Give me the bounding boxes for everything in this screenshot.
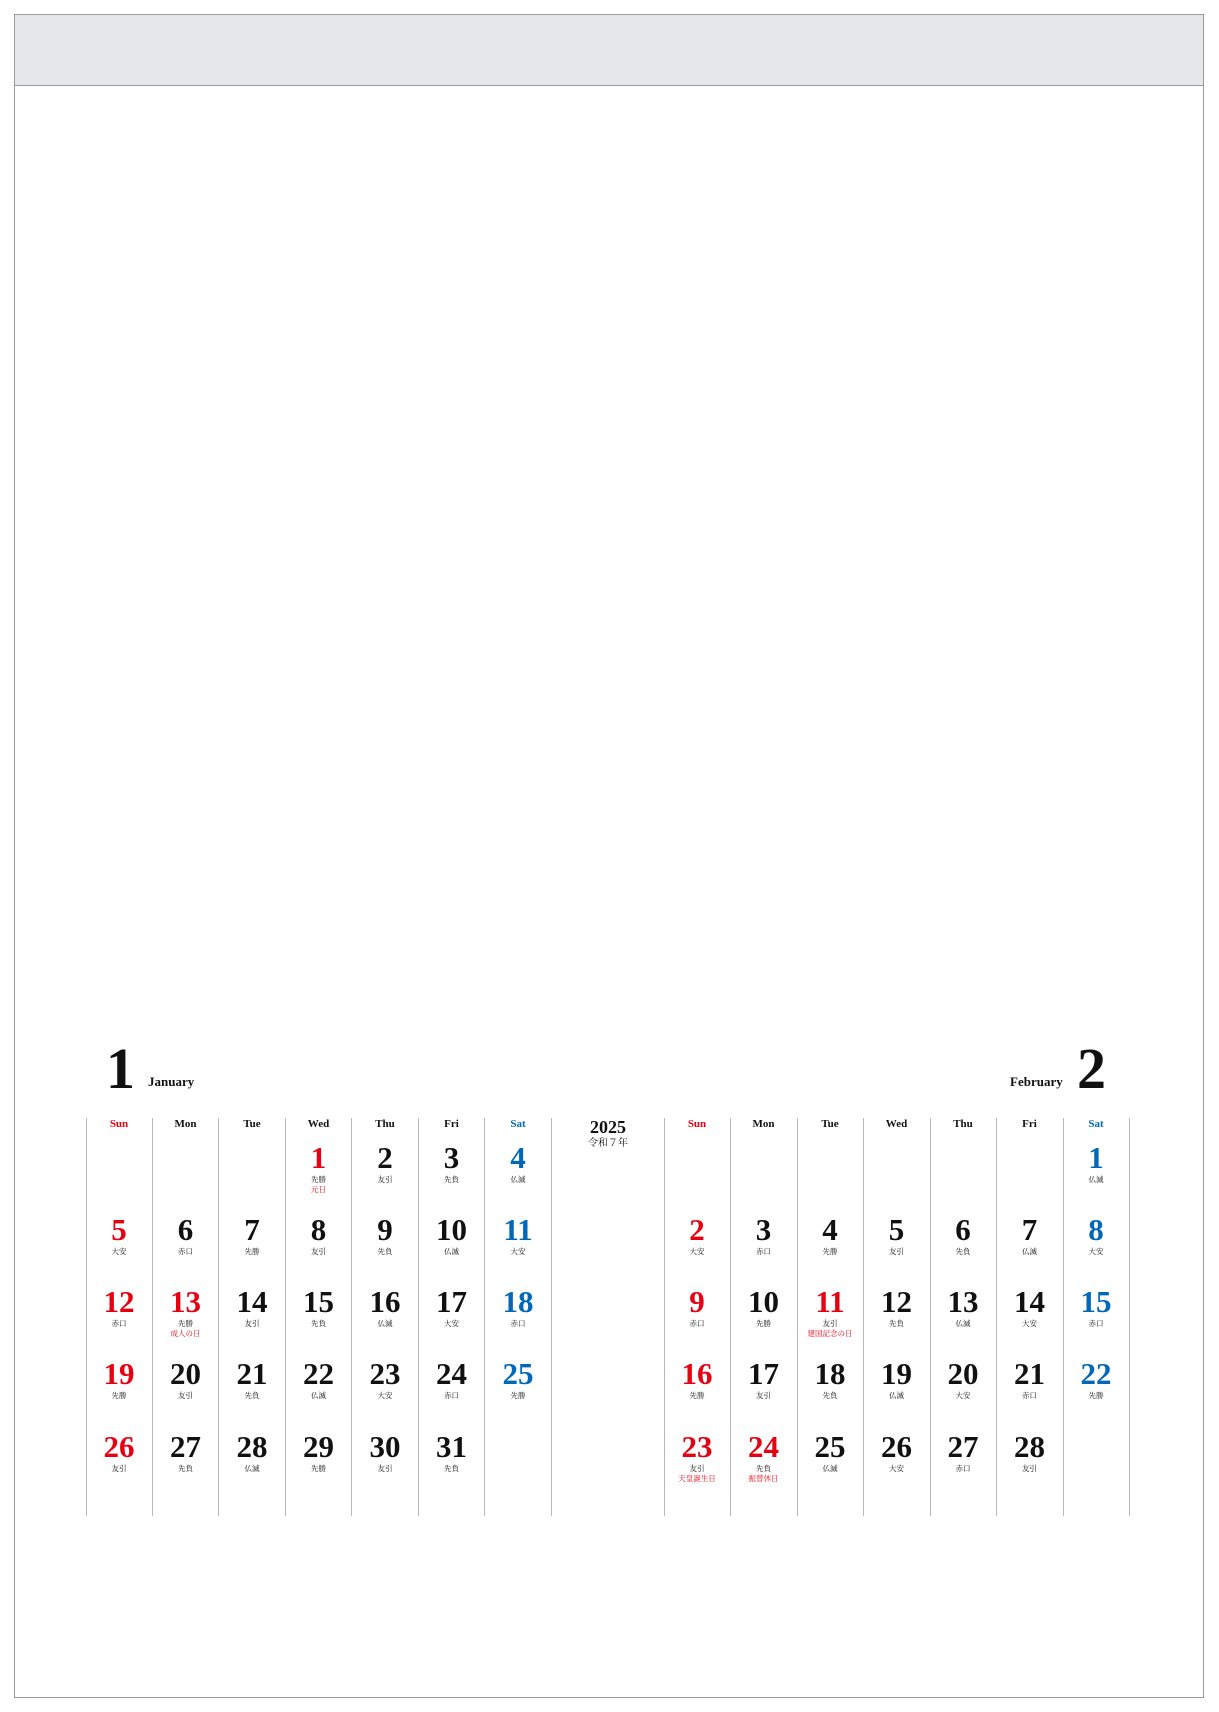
january-day-number: 26 [103, 1429, 135, 1464]
february-weekday-thu: Thu [953, 1118, 973, 1130]
january-day-number: 16 [369, 1284, 401, 1319]
february-rokuyo-label: 先負 [756, 1464, 771, 1473]
february-day-number: 9 [689, 1284, 705, 1319]
january-rokuyo-label: 仏滅 [444, 1247, 459, 1256]
february-day-cell [731, 1286, 797, 1329]
column-divider [86, 1118, 87, 1516]
february-day-cell [664, 1358, 730, 1401]
february-day-cell [731, 1358, 797, 1401]
january-day-cell [86, 1286, 152, 1329]
february-day-number: 25 [814, 1429, 846, 1464]
january-rokuyo-label: 友引 [377, 1175, 393, 1184]
january-day-cell [419, 1431, 485, 1474]
january-rokuyo-label: 先負 [377, 1247, 393, 1256]
february-day-cell [664, 1286, 730, 1329]
february-rokuyo-label: 先勝 [756, 1319, 771, 1328]
february-day-cell [1063, 1286, 1129, 1329]
february-day-cell [797, 1214, 863, 1257]
february-day-cell [1063, 1142, 1129, 1185]
january-rokuyo-label: 友引 [178, 1391, 193, 1400]
january-month-name: January [148, 1074, 195, 1089]
january-day-cell [219, 1358, 285, 1401]
year-japanese-era: 令和７年 [588, 1138, 628, 1149]
column-divider [218, 1118, 219, 1516]
february-rokuyo-label: 大安 [1022, 1319, 1037, 1328]
january-day-cell [485, 1142, 551, 1185]
january-day-number: 23 [369, 1356, 401, 1391]
january-day-number: 19 [103, 1356, 135, 1391]
february-day-cell [731, 1431, 797, 1484]
january-day-number: 30 [369, 1429, 401, 1464]
column-divider [285, 1118, 286, 1516]
january-day-number: 29 [303, 1429, 334, 1464]
january-rokuyo-label: 仏滅 [244, 1464, 260, 1473]
january-rokuyo-label: 大安 [510, 1247, 526, 1256]
february-day-number: 6 [955, 1212, 971, 1247]
january-rokuyo-label: 仏滅 [311, 1391, 326, 1400]
february-day-number: 22 [1080, 1356, 1112, 1391]
february-weekday-wed: Wed [885, 1118, 908, 1130]
january-day-cell [219, 1214, 285, 1257]
column-divider [730, 1118, 731, 1516]
february-day-number: 7 [1021, 1212, 1038, 1247]
february-month-number: 2 [1077, 1036, 1106, 1101]
february-day-number: 4 [822, 1212, 838, 1247]
february-day-cell [864, 1214, 930, 1257]
february-day-cell [731, 1214, 797, 1257]
february-rokuyo-label: 赤口 [756, 1247, 771, 1256]
january-day-cell [219, 1286, 285, 1329]
january-day-number: 20 [170, 1356, 201, 1391]
january-day-number: 1 [310, 1140, 327, 1175]
january-weekday-sat: Sat [510, 1118, 526, 1130]
february-rokuyo-label: 赤口 [1088, 1319, 1104, 1328]
january-day-number: 21 [236, 1356, 268, 1391]
january-day-number: 12 [103, 1284, 135, 1319]
january-rokuyo-label: 大安 [444, 1319, 459, 1328]
february-day-number: 5 [888, 1212, 905, 1247]
january-day-cell [86, 1358, 152, 1401]
february-day-cell [1063, 1214, 1129, 1257]
february-rokuyo-label: 仏滅 [955, 1319, 971, 1328]
january-rokuyo-label: 先勝 [178, 1319, 193, 1328]
january-rokuyo-label: 先負 [444, 1464, 459, 1473]
january-day-cell [352, 1286, 418, 1329]
february-month-name: February [1010, 1074, 1063, 1089]
january-day-cell [419, 1214, 485, 1257]
february-day-number: 27 [947, 1429, 979, 1464]
january-day-number: 2 [377, 1140, 393, 1175]
february-rokuyo-label: 友引 [822, 1319, 838, 1328]
january-day-cell [153, 1214, 219, 1257]
february-weekday-sat: Sat [1088, 1118, 1104, 1130]
february-day-number: 14 [1014, 1284, 1045, 1319]
february-rokuyo-label: 大安 [689, 1247, 705, 1256]
january-weekday-wed: Wed [307, 1118, 330, 1130]
february-rokuyo-label: 仏滅 [1022, 1247, 1037, 1256]
february-holiday-label: 振替休日 [748, 1473, 779, 1483]
january-day-number: 14 [236, 1284, 268, 1319]
february-rokuyo-label: 友引 [756, 1391, 771, 1400]
february-rokuyo-label: 友引 [689, 1464, 705, 1473]
february-rokuyo-label: 仏滅 [822, 1464, 838, 1473]
january-day-number: 22 [303, 1356, 334, 1391]
february-day-cell [1063, 1358, 1129, 1401]
february-day-cell [864, 1358, 930, 1401]
february-day-number: 15 [1080, 1284, 1112, 1319]
february-day-cell [997, 1431, 1063, 1474]
column-divider [484, 1118, 485, 1516]
january-day-cell [485, 1286, 551, 1329]
header-bar [15, 15, 1203, 86]
january-day-number: 8 [310, 1212, 327, 1247]
january-rokuyo-label: 大安 [111, 1247, 127, 1256]
year-label [552, 1118, 664, 1150]
january-day-cell [419, 1358, 485, 1401]
february-rokuyo-label: 仏滅 [889, 1391, 904, 1400]
january-day-cell [352, 1142, 418, 1185]
february-rokuyo-label: 赤口 [955, 1464, 971, 1473]
column-divider [152, 1118, 153, 1516]
february-weekday-tue: Tue [821, 1118, 839, 1130]
february-rokuyo-label: 大安 [955, 1391, 971, 1400]
february-day-number: 20 [947, 1356, 979, 1391]
january-rokuyo-label: 仏滅 [377, 1319, 393, 1328]
february-day-number: 28 [1014, 1429, 1045, 1464]
january-weekday-sun: Sun [109, 1118, 129, 1130]
february-day-cell [997, 1214, 1063, 1257]
february-day-number: 13 [947, 1284, 979, 1319]
january-weekday-tue: Tue [243, 1118, 261, 1130]
column-divider [351, 1118, 352, 1516]
january-rokuyo-label: 先勝 [510, 1391, 526, 1400]
column-divider [664, 1118, 665, 1516]
february-holiday-label: 建国記念の日 [807, 1328, 853, 1338]
column-divider [930, 1118, 931, 1516]
january-rokuyo-label: 赤口 [444, 1391, 459, 1400]
january-rokuyo-label: 友引 [244, 1319, 260, 1328]
january-day-cell [352, 1431, 418, 1474]
february-day-cell [664, 1431, 730, 1484]
january-day-cell [86, 1431, 152, 1474]
january-day-cell [419, 1286, 485, 1329]
february-day-number: 16 [681, 1356, 713, 1391]
february-rokuyo-label: 友引 [1022, 1464, 1037, 1473]
february-day-number: 8 [1088, 1212, 1104, 1247]
january-day-number: 25 [502, 1356, 534, 1391]
january-day-cell [286, 1286, 352, 1329]
january-weekday-fri: Fri [444, 1118, 459, 1130]
february-day-number: 17 [748, 1356, 779, 1391]
january-rokuyo-label: 赤口 [178, 1247, 193, 1256]
february-day-cell [797, 1431, 863, 1474]
february-day-cell [797, 1286, 863, 1339]
february-rokuyo-label: 赤口 [1022, 1391, 1037, 1400]
january-day-cell [219, 1431, 285, 1474]
january-day-cell [286, 1431, 352, 1474]
january-day-cell [153, 1286, 219, 1339]
column-divider [863, 1118, 864, 1516]
january-day-number: 7 [244, 1212, 260, 1247]
february-weekday-sun: Sun [687, 1118, 707, 1130]
february-day-number: 10 [748, 1284, 779, 1319]
february-day-number: 11 [815, 1284, 845, 1319]
january-rokuyo-label: 先勝 [111, 1391, 127, 1400]
year-number: 2025 [590, 1117, 626, 1137]
january-day-number: 18 [502, 1284, 534, 1319]
january-rokuyo-label: 赤口 [111, 1319, 127, 1328]
january-rokuyo-label: 仏滅 [510, 1175, 526, 1184]
january-day-number: 4 [510, 1140, 526, 1175]
february-rokuyo-label: 先勝 [822, 1247, 838, 1256]
column-divider [1063, 1118, 1064, 1516]
february-rokuyo-label: 先負 [889, 1319, 904, 1328]
column-divider [551, 1118, 552, 1516]
january-rokuyo-label: 先勝 [244, 1247, 260, 1256]
january-rokuyo-label: 大安 [377, 1391, 393, 1400]
january-day-cell [352, 1214, 418, 1257]
january-day-number: 9 [377, 1212, 393, 1247]
february-day-cell [930, 1358, 996, 1401]
january-rokuyo-label: 先負 [311, 1319, 326, 1328]
january-holiday-label: 元日 [311, 1184, 326, 1194]
january-day-number: 5 [111, 1212, 127, 1247]
january-rokuyo-label: 友引 [377, 1464, 393, 1473]
january-day-number: 10 [436, 1212, 467, 1247]
january-day-number: 6 [177, 1212, 194, 1247]
february-rokuyo-label: 先勝 [1088, 1391, 1104, 1400]
january-rokuyo-label: 友引 [311, 1247, 326, 1256]
january-holiday-label: 成人の日 [170, 1328, 201, 1338]
february-day-number: 23 [681, 1429, 713, 1464]
january-day-number: 31 [436, 1429, 467, 1464]
february-day-cell [997, 1286, 1063, 1329]
february-rokuyo-label: 先負 [955, 1247, 971, 1256]
january-day-number: 28 [236, 1429, 268, 1464]
february-day-number: 18 [814, 1356, 846, 1391]
column-divider [1129, 1118, 1130, 1516]
february-day-cell [930, 1431, 996, 1474]
february-rokuyo-label: 友引 [889, 1247, 904, 1256]
column-divider [797, 1118, 798, 1516]
february-rokuyo-label: 先負 [822, 1391, 838, 1400]
january-day-cell [86, 1214, 152, 1257]
february-day-cell [864, 1286, 930, 1329]
january-day-cell [352, 1358, 418, 1401]
january-day-cell [286, 1214, 352, 1257]
february-day-number: 1 [1088, 1140, 1104, 1175]
february-day-number: 26 [881, 1429, 912, 1464]
february-holiday-label: 天皇誕生日 [678, 1473, 716, 1483]
january-day-cell [153, 1358, 219, 1401]
january-day-cell [485, 1214, 551, 1257]
january-day-number: 3 [443, 1140, 460, 1175]
january-rokuyo-label: 赤口 [510, 1319, 526, 1328]
february-rokuyo-label: 大安 [1088, 1247, 1104, 1256]
january-rokuyo-label: 先勝 [311, 1175, 326, 1184]
february-rokuyo-label: 赤口 [689, 1319, 705, 1328]
february-weekday-mon: Mon [752, 1118, 775, 1130]
february-weekday-fri: Fri [1022, 1118, 1037, 1130]
january-day-number: 11 [503, 1212, 533, 1247]
february-day-number: 21 [1014, 1356, 1045, 1391]
january-day-cell [286, 1142, 352, 1195]
january-rokuyo-label: 先勝 [311, 1464, 326, 1473]
january-rokuyo-label: 友引 [111, 1464, 127, 1473]
column-divider [996, 1118, 997, 1516]
january-weekday-thu: Thu [375, 1118, 395, 1130]
january-rokuyo-label: 先負 [244, 1391, 260, 1400]
january-day-number: 24 [436, 1356, 467, 1391]
february-day-cell [930, 1214, 996, 1257]
february-rokuyo-label: 仏滅 [1088, 1175, 1104, 1184]
january-rokuyo-label: 先負 [444, 1175, 459, 1184]
column-divider [418, 1118, 419, 1516]
february-day-cell [930, 1286, 996, 1329]
january-day-cell [286, 1358, 352, 1401]
february-rokuyo-label: 大安 [889, 1464, 904, 1473]
february-rokuyo-label: 先勝 [689, 1391, 705, 1400]
february-day-number: 12 [881, 1284, 912, 1319]
february-day-cell [797, 1358, 863, 1401]
february-day-number: 24 [748, 1429, 779, 1464]
february-day-cell [997, 1358, 1063, 1401]
january-day-number: 17 [436, 1284, 467, 1319]
january-rokuyo-label: 先負 [178, 1464, 193, 1473]
january-day-number: 15 [303, 1284, 334, 1319]
january-month-number: 1 [106, 1036, 135, 1101]
february-day-cell [664, 1214, 730, 1257]
january-weekday-mon: Mon [174, 1118, 197, 1130]
february-day-number: 3 [755, 1212, 772, 1247]
january-day-number: 27 [170, 1429, 201, 1464]
january-day-number: 13 [170, 1284, 201, 1319]
january-day-cell [485, 1358, 551, 1401]
february-day-cell [864, 1431, 930, 1474]
february-day-number: 2 [689, 1212, 705, 1247]
january-day-cell [153, 1431, 219, 1474]
january-day-cell [419, 1142, 485, 1185]
february-day-number: 19 [881, 1356, 912, 1391]
